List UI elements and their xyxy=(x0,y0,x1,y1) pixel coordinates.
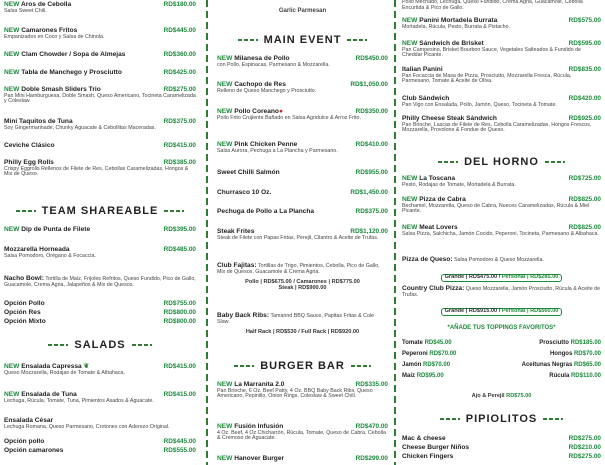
menu-item: NEW Sándwich de Brisket RD$595.00 Pan Campesino, Brisket Bourbon Sauce, Vegetales Salteados & Fundido de Cheddar Picante. xyxy=(402,40,601,59)
pizza-country-club: Country Club Pizza: Queso Mozzarella, Jamón Prosciutto, Rúcula & Aceite de Trufas. Grande | RD$915.00 / Personal | RD$560.00 xyxy=(402,285,601,315)
section-heading-del-horno: DEL HORNO xyxy=(398,156,605,168)
topping-row: Jamón RD$70.00 Aceitunas Negras RD$65.00 xyxy=(402,362,601,368)
menu-item: Ceviche Clásico RD$415.00 xyxy=(4,142,196,149)
size-price-box: Grande | RD$915.00 / Personal | RD$560.00 xyxy=(441,308,563,316)
menu-item: NEW Dip de Punta de Filete RD$395.00 xyxy=(4,226,196,233)
menu-item: NEW Tabla de Manchego y Prosciutto RD$425.00 xyxy=(4,69,196,76)
menu-item: Mozzarella Horneada RD$485.00 Salsa Pomodoro, Orégano & Focaccia. xyxy=(4,246,196,259)
menu-item: Sweet Chilli Salmón RD$955.00 xyxy=(217,169,388,176)
menu-item: NEW Pink Chicken Penne RD$410.00 Salsa Aurora, Pechuga a La Plancha y Parmesano. xyxy=(217,141,388,154)
pizza-queso: Pizza de Queso: Salsa Pomodoro & Queso Mozzarella. Grande | RD$475.00 / Personal | RD$285.00 xyxy=(402,257,601,283)
menu-item: Philly Cheese Steak Sándwich RD$925.00 Pan Brioche, Lascas de Filete de Res, Cebolla Caramelizadas, Hongos Frescos, Mozzarella, Provolone & Fondue de Queso. xyxy=(402,115,601,134)
menu-item: NEW Cachopo de Res RD$1,050.00 Relleno de Queso Manchego y Prosciutto. xyxy=(217,81,388,94)
menu-item: NEW Aros de Cebolla RD$180.00 Salsa Sweet Chili. xyxy=(4,1,196,14)
topping-row: Peperoni RD$70.00 Hongos RD$70.00 xyxy=(402,351,601,357)
option-row: Opción pollo RD$445.00 xyxy=(4,438,196,445)
menu-item: Italian Panini RD$835.00 Pan Focaccia de Masa de Pizza, Prosciutto, Mozzarella Fresca, Rúcula, Parmesano, Tomate & Aceite de Oliva. xyxy=(402,66,601,85)
menu-item: Cheese Burger Niños RD$210.00 xyxy=(402,444,601,451)
menu-item: NEW Fusión Infusión RD$470.00 4 Oz. Beef, 4 Oz Chicharrón, Rúcula, Tomate, Queso de Cabra, Cebolla & Cremoso de Aguacate. xyxy=(217,423,388,442)
topping-row: Maíz RD$95.00 Rúcula RD$110.00 xyxy=(402,373,601,379)
menu-item: NEW Meat Lovers RD$825.00 Salsa Pizza, Salchicha, Jamón Cocido, Peperoni, Tocineta, Parmesano & Albahaca. xyxy=(402,224,601,237)
section-heading-team-shareable: TEAM SHAREABLE xyxy=(0,205,200,217)
menu-item: Philly Egg Rolls RD$385.00 Crispy Eggrolls Rellenos de Filete de Res, Cebollas Caramelizadas, Hongos & Mix de Queso. xyxy=(4,159,196,178)
topping-row: Ajo & Perejil RD$75.00 xyxy=(471,393,532,399)
option-row: Opción Res RD$800.00 xyxy=(4,309,196,316)
menu-item: NEW Pollo Coreano● RD$350.00 Pollo Frito Crujiente Bañado en Salsa Agridulce & Arroz Frito. xyxy=(217,108,388,121)
menu-item: NEW Clam Chowder / Sopa de Almejas RD$360.00 xyxy=(4,51,196,58)
section-heading-salads: SALADS xyxy=(0,339,200,351)
menu-item: Chicken Fingers RD$275.00 xyxy=(402,453,601,460)
size-price-box: Grande | RD$475.00 / Personal | RD$285.00 xyxy=(441,274,563,282)
toppings-title: *AÑADE TUS TOPPINGS FAVORITOS* xyxy=(447,325,556,331)
nacho-bowl: Nacho Bowl: Tortilla de Maíz, Frijoles Refritos, Queso Fundido, Pico de Gallo, Guacamole, Crema Agria, Jalapeños & Mix de Quesos. xyxy=(4,275,196,288)
menu-item: NEW Ensalada de Tuna RD$415.00 Lechuga, Rúcula, Tomate, Tuna, Pimientos Asados & Aguacate. xyxy=(4,391,196,404)
club-fajitas: Club Fajitas: Tortillas de Trigo, Pimientos, Cebolla, Pico de Gallo, Mix de Quesos, Guacamole & Crema Agria. Pollo | RD$675.00 / Camarones | RD$775.00 Steak | RD$900.00 xyxy=(217,262,380,292)
menu-item: NEW Panini Mortadela Burrata RD$575.00 Mortadela, Rúcula, Pesto, Burrata & Pistacho. xyxy=(402,17,601,30)
menu-item-description: Pollo Mechado, Lechuga, Queso Fundido, Crema Agria, Guacamole, Cebolla Encurtida & Pico de Gallo. xyxy=(402,0,583,11)
menu-item: Churrasco 10 Oz. RD$1,450.00 xyxy=(217,189,388,196)
menu-item: NEW Ensalada Capressa ❦ RD$415.00 Queso Mozzarella, Rodajas de Tomate & Albahaca. xyxy=(4,363,196,376)
menu-item: NEW Hanover Burger RD$299.00 xyxy=(217,455,388,462)
menu-item: NEW Doble Smash Sliders Trio RD$275.00 Pan Mini Hamburguesa, Doble Smash, Queso Americano, Tocineta Caramelizada y Coleslaw. xyxy=(4,86,196,105)
chili-icon: ● xyxy=(278,108,283,115)
column-divider-left xyxy=(206,0,208,465)
baby-back-ribs: Baby Back Ribs: Tamarind BBQ Sauce, Papitas Fritas & Cole Slaw. Half Rack | RD$530 / Full Rack | RD$920.00 xyxy=(217,312,375,336)
option-row: Opción Pollo RD$755.00 xyxy=(4,300,196,307)
menu-item: NEW Milanesa de Pollo RD$450.00 con Pollo, Espinacas, Parmesano & Mozzarella. xyxy=(217,55,388,68)
option-row: Opción camarones RD$555.00 xyxy=(4,447,196,454)
menu-item: Steak Frites RD$1,120.00 Steak de Filete con Papas Fritas, Perejil, Cilantro & Aceite de Trufas. xyxy=(217,228,388,241)
garlic-parmesan-text: Garlic Parmesan xyxy=(278,8,327,14)
menu-item: Club Sándwich RD$420.00 Pan Vigo con Ensalada, Pollo, Jamón, Queso, Tocineta & Tomate. xyxy=(402,95,601,108)
menu-item: Pechuga de Pollo a La Plancha RD$375.00 xyxy=(217,208,388,215)
menu-item: NEW Camarones Fritos RD$445.00 Empanizados en Coco y Salsa de Chinola. xyxy=(4,27,196,40)
option-row: Opción Mixto RD$800.00 xyxy=(4,318,196,325)
menu-item: Mac & cheese RD$275.00 xyxy=(402,435,601,442)
menu-item: NEW Pizza de Cabra RD$825.00 Bechamel, Mozzarella, Queso de Cabra, Nueces Caramelizadas, Rúcula & Miel Picante. xyxy=(402,196,601,215)
column-divider-right xyxy=(394,0,396,465)
section-heading-main-event: MAIN EVENT xyxy=(213,34,392,46)
topping-row: Tomate RD$45.00 Prosciutto RD$185.00 xyxy=(402,340,601,346)
section-heading-burger-bar: BURGER BAR xyxy=(213,360,392,372)
menu-item: Mini Taquitos de Tuna RD$375.00 Soy Gingermarinade, Chunky Aguacate & Cebollitas Maceradas. xyxy=(4,118,196,131)
menu-item: NEW La Marranita 2.0 RD$335.00 Pan Brioche, 6 Oz. Beef Patty, 4 Oz. BBQ Baby Back Ribs, Queso Americano, Pepinillo, Onion Rings, Coleslaw & Sweet Chili. xyxy=(217,381,388,400)
menu-item: NEW La Toscana RD$725.00 Pesto, Rodajas de Tomate, Mortadela & Burrata. xyxy=(402,175,601,188)
menu-item: Ensalada César Lechuga Romana, Queso Parmesano, Crotones con Aderezo Original. xyxy=(4,417,170,430)
section-heading-pipiolitos: PIPIOLITOS xyxy=(398,413,605,425)
leaf-icon: ❦ xyxy=(83,363,90,370)
